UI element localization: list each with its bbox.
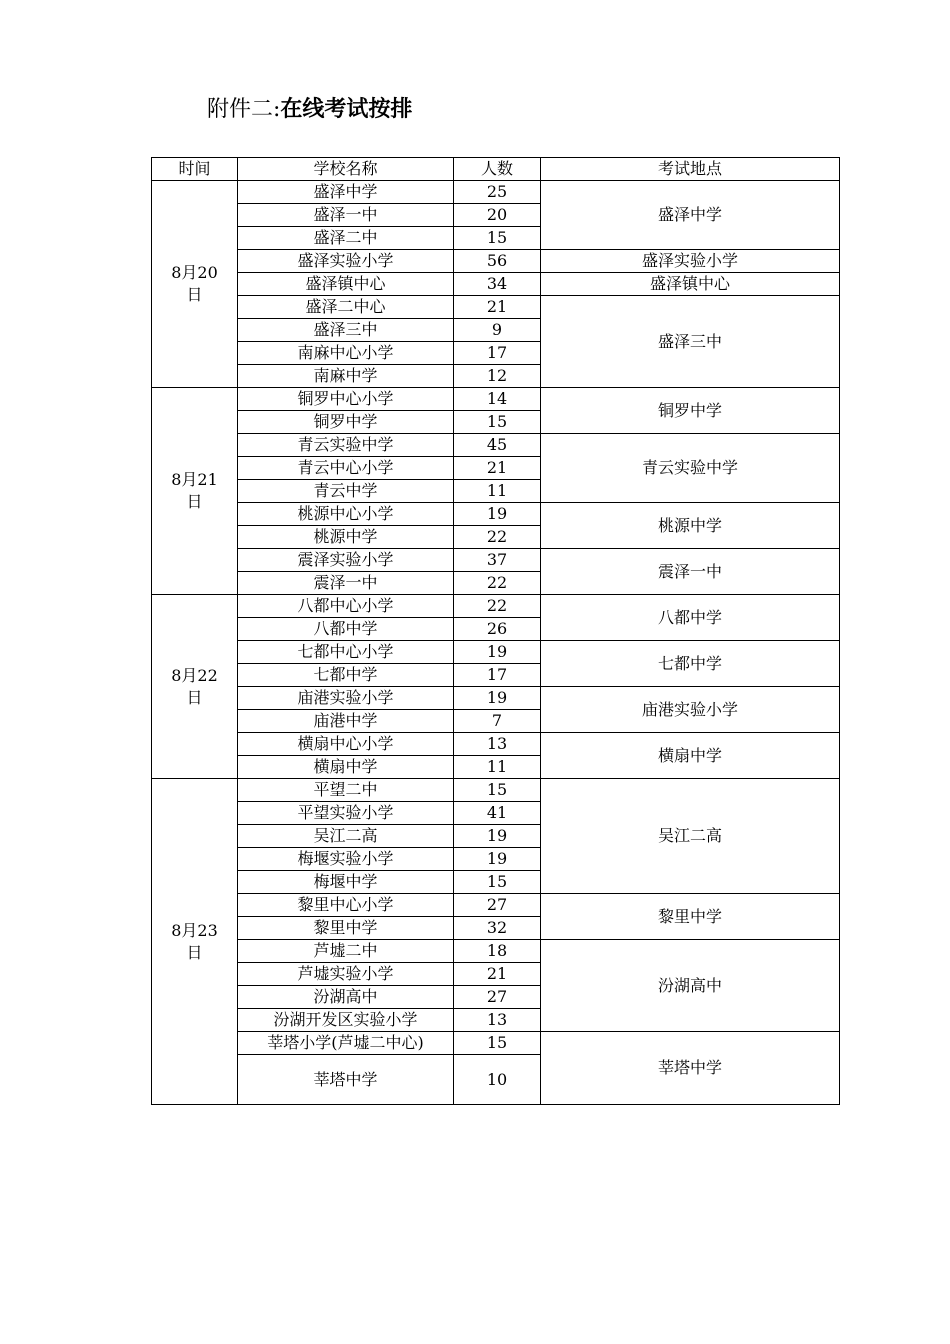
exam-location-cell: 八都中学 xyxy=(541,595,840,641)
exam-location-cell: 桃源中学 xyxy=(541,503,840,549)
count-cell: 21 xyxy=(454,963,541,986)
table-row xyxy=(152,549,840,572)
school-name-cell: 桃源中心小学 xyxy=(238,503,454,526)
school-name-cell: 青云实验中学 xyxy=(238,434,454,457)
school-name-cell: 震泽实验小学 xyxy=(238,549,454,572)
table-row xyxy=(152,595,840,618)
school-name-cell: 七都中学 xyxy=(238,664,454,687)
exam-location-cell: 盛泽中学 xyxy=(541,181,840,250)
date-line2: 日 xyxy=(186,687,203,707)
count-cell: 37 xyxy=(454,549,541,572)
school-name-cell: 庙港实验小学 xyxy=(238,687,454,710)
exam-location-cell: 黎里中学 xyxy=(541,894,840,940)
count-cell: 12 xyxy=(454,365,541,388)
count-cell: 17 xyxy=(454,664,541,687)
table-row xyxy=(152,503,840,526)
date-line2: 日 xyxy=(186,285,203,304)
date-line1: 8月21 xyxy=(171,470,218,489)
count-cell: 19 xyxy=(454,503,541,526)
date-line1: 8月23 xyxy=(171,920,218,940)
table-row xyxy=(152,687,840,710)
table-row xyxy=(152,388,840,411)
count-cell: 18 xyxy=(454,940,541,963)
count-cell: 56 xyxy=(454,250,541,273)
school-name-cell: 横扇中心小学 xyxy=(238,733,454,756)
exam-location-cell: 盛泽三中 xyxy=(541,296,840,388)
count-cell: 15 xyxy=(454,411,541,434)
exam-schedule-table xyxy=(151,157,840,1105)
table-row xyxy=(152,894,840,917)
school-name-cell: 震泽一中 xyxy=(238,572,454,595)
school-name-cell: 桃源中学 xyxy=(238,526,454,549)
school-name-cell: 青云中心小学 xyxy=(238,457,454,480)
title-main: 在线考试按排 xyxy=(280,97,413,122)
exam-location-cell: 汾湖高中 xyxy=(541,940,840,1032)
table-row xyxy=(152,1032,840,1055)
count-cell: 22 xyxy=(454,526,541,549)
date-cell xyxy=(152,181,238,388)
count-cell: 13 xyxy=(454,1009,541,1032)
school-name-cell: 横扇中学 xyxy=(238,756,454,779)
exam-location-cell: 七都中学 xyxy=(541,641,840,687)
school-name-cell: 青云中学 xyxy=(238,480,454,503)
count-cell: 11 xyxy=(454,756,541,779)
school-name-cell: 铜罗中学 xyxy=(238,411,454,434)
school-name-cell: 莘塔小学(芦墟二中心) xyxy=(238,1032,454,1055)
table-row xyxy=(152,250,840,273)
exam-location-cell: 庙港实验小学 xyxy=(541,687,840,733)
exam-location-cell: 铜罗中学 xyxy=(541,388,840,434)
school-name-cell: 黎里中学 xyxy=(238,917,454,940)
date-cell xyxy=(152,595,238,779)
school-name-cell: 梅堰中学 xyxy=(238,871,454,894)
school-name-cell: 铜罗中心小学 xyxy=(238,388,454,411)
header-location: 考试地点 xyxy=(541,158,840,181)
document-title xyxy=(207,92,412,128)
count-cell: 9 xyxy=(454,319,541,342)
count-cell: 45 xyxy=(454,434,541,457)
count-cell: 22 xyxy=(454,595,541,618)
school-name-cell: 平望二中 xyxy=(238,779,454,802)
table-header-row xyxy=(152,158,840,181)
count-cell: 19 xyxy=(454,825,541,848)
count-cell: 15 xyxy=(454,1032,541,1055)
count-cell: 26 xyxy=(454,618,541,641)
table-row xyxy=(152,733,840,756)
header-time: 时间 xyxy=(152,158,238,181)
exam-location-cell: 吴江二高 xyxy=(541,779,840,894)
count-cell: 17 xyxy=(454,342,541,365)
school-name-cell: 盛泽三中 xyxy=(238,319,454,342)
school-name-cell: 汾湖开发区实验小学 xyxy=(238,1009,454,1032)
table-row xyxy=(152,779,840,802)
count-cell: 15 xyxy=(454,871,541,894)
exam-location-cell: 横扇中学 xyxy=(541,733,840,779)
date-line1: 8月20 xyxy=(171,263,218,282)
table-row xyxy=(152,940,840,963)
school-name-cell: 梅堰实验小学 xyxy=(238,848,454,871)
school-name-cell: 盛泽二中心 xyxy=(238,296,454,319)
count-cell: 19 xyxy=(454,687,541,710)
count-cell: 7 xyxy=(454,710,541,733)
table-row xyxy=(152,181,840,204)
count-cell: 34 xyxy=(454,273,541,296)
count-cell: 21 xyxy=(454,296,541,319)
school-name-cell: 汾湖高中 xyxy=(238,986,454,1009)
table-row xyxy=(152,296,840,319)
date-cell xyxy=(152,388,238,595)
count-cell: 41 xyxy=(454,802,541,825)
count-cell: 19 xyxy=(454,641,541,664)
school-name-cell: 南麻中心小学 xyxy=(238,342,454,365)
exam-location-cell: 盛泽镇中心 xyxy=(541,273,840,296)
exam-location-cell: 青云实验中学 xyxy=(541,434,840,503)
school-name-cell: 八都中学 xyxy=(238,618,454,641)
school-name-cell: 庙港中学 xyxy=(238,710,454,733)
count-cell: 32 xyxy=(454,917,541,940)
school-name-cell: 平望实验小学 xyxy=(238,802,454,825)
count-cell: 22 xyxy=(454,572,541,595)
header-count: 人数 xyxy=(454,158,541,181)
date-cell xyxy=(152,779,238,1105)
count-cell: 15 xyxy=(454,227,541,250)
count-cell: 25 xyxy=(454,181,541,204)
count-cell: 27 xyxy=(454,894,541,917)
exam-location-cell: 莘塔中学 xyxy=(541,1032,840,1105)
count-cell: 20 xyxy=(454,204,541,227)
school-name-cell: 盛泽镇中心 xyxy=(238,273,454,296)
school-name-cell: 芦墟二中 xyxy=(238,940,454,963)
school-name-cell: 盛泽中学 xyxy=(238,181,454,204)
header-school: 学校名称 xyxy=(238,158,454,181)
date-line2: 日 xyxy=(186,942,203,962)
count-cell: 15 xyxy=(454,779,541,802)
table-row xyxy=(152,273,840,296)
school-name-cell: 芦墟实验小学 xyxy=(238,963,454,986)
exam-location-cell: 盛泽实验小学 xyxy=(541,250,840,273)
table-row xyxy=(152,641,840,664)
school-name-cell: 盛泽一中 xyxy=(238,204,454,227)
count-cell: 19 xyxy=(454,848,541,871)
school-name-cell: 吴江二高 xyxy=(238,825,454,848)
school-name-cell: 盛泽实验小学 xyxy=(238,250,454,273)
count-cell: 10 xyxy=(454,1055,541,1105)
count-cell: 11 xyxy=(454,480,541,503)
title-prefix: 附件二: xyxy=(207,97,281,122)
school-name-cell: 八都中心小学 xyxy=(238,595,454,618)
date-line1: 8月22 xyxy=(171,665,218,685)
school-name-cell: 莘塔中学 xyxy=(238,1055,454,1105)
count-cell: 13 xyxy=(454,733,541,756)
school-name-cell: 盛泽二中 xyxy=(238,227,454,250)
count-cell: 27 xyxy=(454,986,541,1009)
school-name-cell: 黎里中心小学 xyxy=(238,894,454,917)
school-name-cell: 七都中心小学 xyxy=(238,641,454,664)
table-body xyxy=(152,181,840,1105)
count-cell: 14 xyxy=(454,388,541,411)
count-cell: 21 xyxy=(454,457,541,480)
school-name-cell: 南麻中学 xyxy=(238,365,454,388)
exam-location-cell: 震泽一中 xyxy=(541,549,840,595)
table-row xyxy=(152,434,840,457)
date-line2: 日 xyxy=(186,492,203,511)
